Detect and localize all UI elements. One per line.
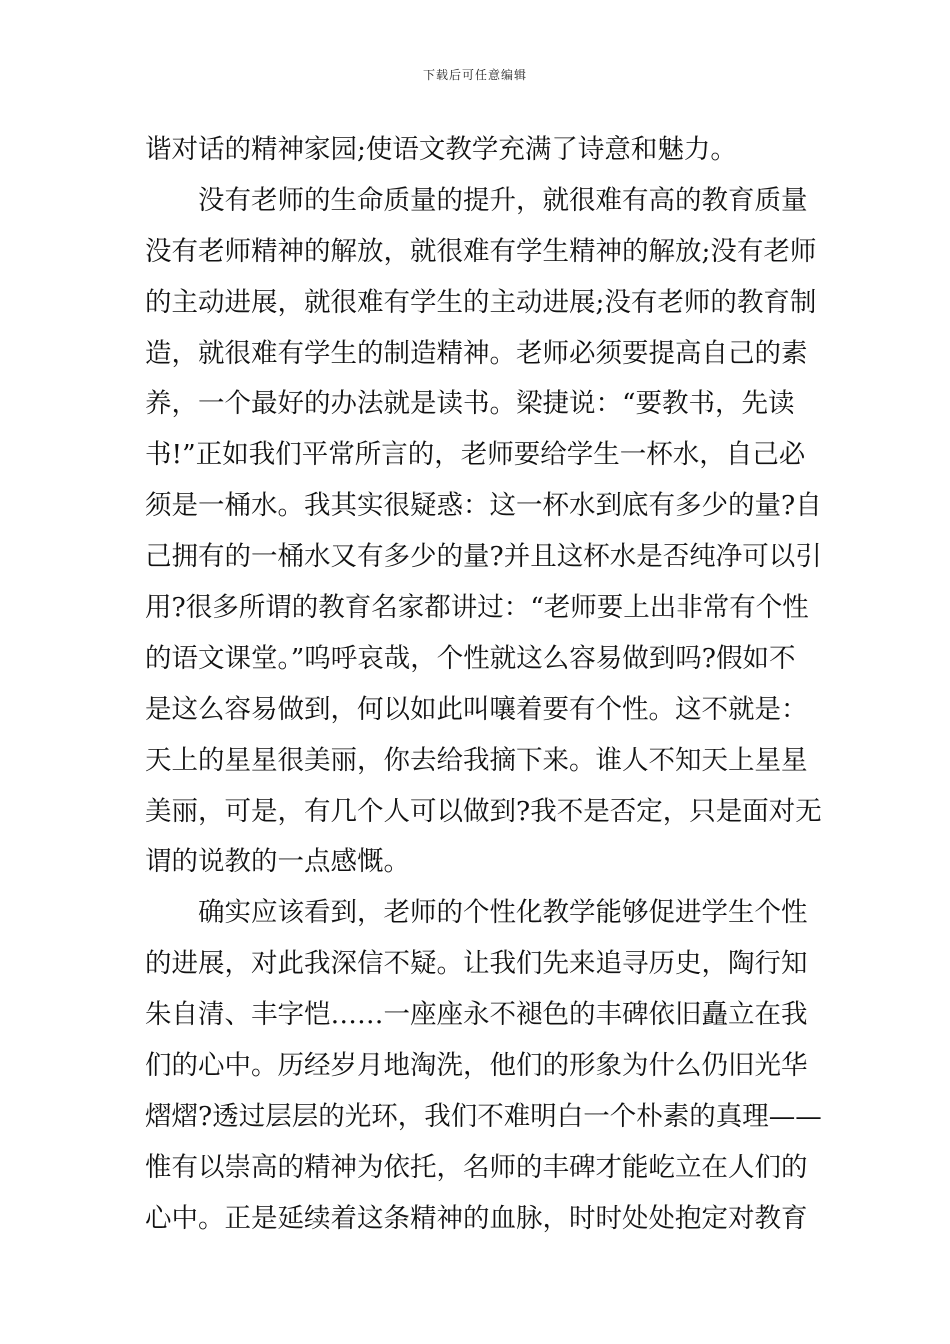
- text-line: 的语文课堂。”呜呼哀哉，个性就这么容易做到吗?假如不: [145, 642, 796, 674]
- text-line: 养，一个最好的办法就是读书。梁捷说：“要教书，先读: [145, 388, 795, 420]
- text-line: 惟有以崇高的精神为依托，名师的丰碑才能屹立在人们的: [145, 1151, 808, 1183]
- text-line: 们的心中。历经岁月地淘洗，他们的形象为什么仍旧光华: [145, 1050, 808, 1082]
- text-line: 谓的说教的一点感慨。: [145, 846, 410, 878]
- text-line: 美丽，可是，有几个人可以做到?我不是否定，只是面对无: [145, 795, 822, 827]
- document-body: [145, 125, 822, 1245]
- paragraph-1: [145, 125, 815, 176]
- text-line: 书!”正如我们平常所言的，老师要给学生一杯水，自己必: [145, 439, 806, 471]
- paragraph-2: [145, 176, 822, 888]
- text-line: 用?很多所谓的教育名家都讲过：“老师要上出非常有个性: [145, 592, 809, 624]
- text-line: 造，就很难有学生的制造精神。老师必须要提高自己的素: [145, 337, 808, 369]
- text-line: 没有老师精神的解放，就很难有学生精神的解放;没有老师: [145, 235, 817, 267]
- text-line: 的主动进展，就很难有学生的主动进展;没有老师的教育制: [145, 286, 817, 318]
- text-line: 己拥有的一桶水又有多少的量?并且这杯水是否纯净可以引: [145, 541, 822, 573]
- text-line: 是这么容易做到，何以如此叫嚷着要有个性。这不就是：: [145, 693, 808, 725]
- paragraph-3: [145, 888, 822, 1244]
- page-header: 下载后可任意编辑: [422, 68, 527, 82]
- text-line: 熠熠?透过层层的光环，我们不难明白一个朴素的真理——: [145, 1100, 822, 1132]
- text-line: 心中。正是延续着这条精神的血脉，时时处处抱定对教育: [145, 1202, 808, 1234]
- text-line: 朱自清、丰字恺……一座座永不褪色的丰碑依旧矗立在我: [145, 999, 808, 1031]
- text-line: 的进展，对此我深信不疑。让我们先来追寻历史，陶行知: [145, 948, 808, 980]
- text-line: 谐对话的精神家园;使语文教学充满了诗意和魅力。: [145, 134, 737, 165]
- text-line: 确实应该看到，老师的个性化教学能够促进学生个性: [198, 897, 808, 929]
- text-line: 天上的星星很美丽，你去给我摘下来。谁人不知天上星星: [145, 744, 808, 776]
- text-line: 没有老师的生命质量的提升，就很难有高的教育质量: [198, 184, 808, 216]
- text-line: 须是一桶水。我其实很疑惑：这一杯水到底有多少的量?自: [145, 490, 822, 522]
